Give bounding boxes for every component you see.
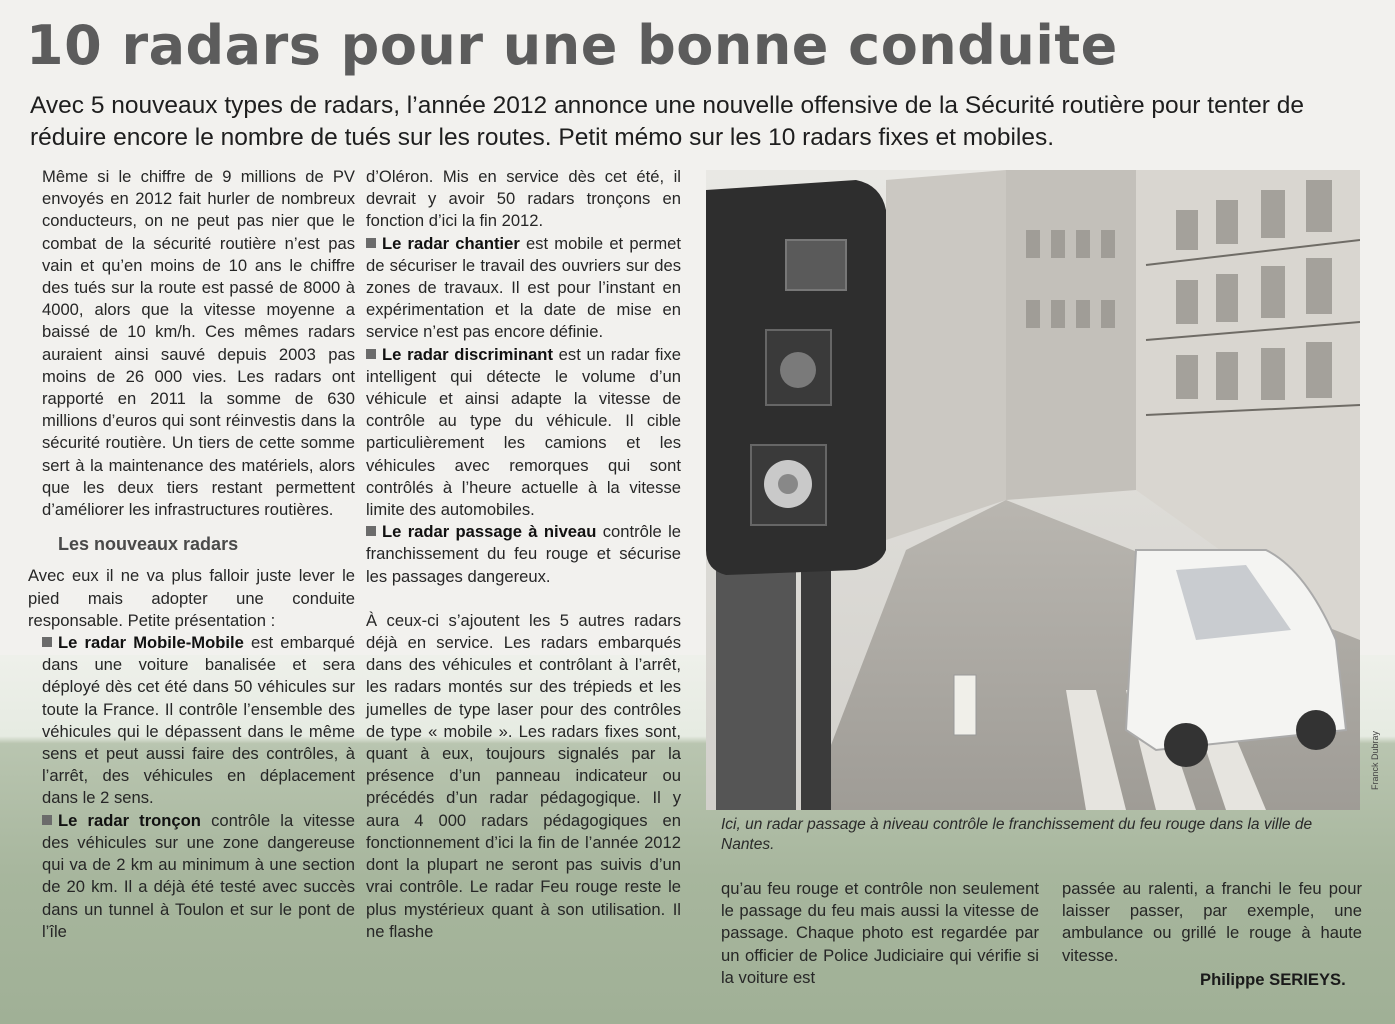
column-2 bbox=[366, 166, 681, 943]
col4-paragraph: passée au ralenti, a franchi le feu pour laisser passer, par exemple, une ambulance ou grillé le rouge à haute vitesse. bbox=[1062, 879, 1362, 965]
column-4 bbox=[1062, 878, 1362, 967]
bullet-square-icon bbox=[42, 815, 52, 825]
item-title: Le radar chantier bbox=[382, 233, 520, 253]
article-title: 10 radars pour une bonne conduite bbox=[26, 14, 1118, 77]
item-title: Le radar Mobile-Mobile bbox=[58, 633, 244, 653]
item-radar-chantier bbox=[366, 233, 681, 344]
article-lede: Avec 5 nouveaux types de radars, l’année 2012 annonce une nouvelle offensive de la Sécurité routière pour tenter de réduire encore le nombre de tués sur les routes. Petit mémo sur les 10 radars fixes et mobiles. bbox=[30, 92, 1304, 151]
subhead-nouveaux-radars: Les nouveaux radars bbox=[58, 534, 239, 555]
item-title: Le radar discriminant bbox=[382, 344, 553, 364]
photo-credit: Franck Dubray bbox=[1370, 730, 1380, 790]
item-title: Le radar tronçon bbox=[58, 810, 201, 830]
item-text: contrôle la vitesse des véhicules sur une zone dangereuse qui va de 2 km au minimum à une section de 20 km. Il a déjà été testé avec succès dans un tunnel à Toulon et sur le pont de l’île bbox=[42, 810, 355, 941]
article-photo bbox=[706, 170, 1360, 810]
col2-paragraph-2: À ceux-ci s’ajoutent les 5 autres radars déjà en service. Les radars embarqués dans des véhicules et contrôlant à l’arrêt, les radars montés sur des trépieds et les jumelles de type laser pour des contrôles de type « mobile ». Les radars fixes sont, quant à eux, toujours signalés par la présence d’un panneau indicateur ou précédés d’un radar pédagogique. Il y aura 4 000 radars pédagogiques en fonctionnement d’ici la fin de l’année 2012 dont la plupart ne seront pas suivis d’un vrai contrôle. Le radar Feu rouge reste le plus mystérieux quant à son utilisation. Il ne flashe bbox=[366, 610, 681, 941]
photo-caption: Ici, un radar passage à niveau contrôle le franchissement du feu rouge dans la ville de Nantes. bbox=[721, 816, 1313, 853]
col1-paragraph-2: Avec eux il ne va plus falloir juste lever le pied mais adopter une conduite responsable. Petite présentation : bbox=[28, 566, 355, 630]
author-signature: Philippe SERIEYS. bbox=[1200, 970, 1346, 989]
bullet-square-icon bbox=[366, 349, 376, 359]
col2-paragraph-1: d’Oléron. Mis en service dès cet été, il devrait y avoir 50 radars tronçons en fonction d’ici la fin 2012. bbox=[366, 167, 681, 231]
col3-paragraph: qu’au feu rouge et contrôle non seulement le passage du feu mais aussi la vitesse de passage. Chaque photo est regardée par un officier de Police Judiciaire qui vérifie si la voiture est bbox=[721, 879, 1039, 987]
item-text: est embarqué dans une voiture banalisée et sera déployé dès cet été dans 50 véhicules sur toute la France. Il contrôle l’ensemble des véhicules qui le dépassent dans le même sens et peut aussi faire des contrôles, à l’arrêt, des véhicules en déplacement dans le 2 sens. bbox=[42, 633, 355, 808]
radar-street-illustration bbox=[706, 170, 1360, 810]
item-text: est mobile et permet de sécuriser le travail des ouvriers sur des zones de travaux. Il est pour l’instant en expérimentation et la date de mise en service n’est pas encore définie. bbox=[366, 233, 681, 342]
bullet-square-icon bbox=[366, 526, 376, 536]
item-radar-passage-niveau bbox=[366, 521, 681, 588]
item-radar-discriminant bbox=[366, 344, 681, 522]
item-radar-mobile-mobile bbox=[28, 632, 355, 810]
item-text: contrôle le franchissement du feu rouge et sécurise les passages dangereux. bbox=[366, 522, 682, 586]
column-1 bbox=[28, 166, 355, 943]
item-title: Le radar passage à niveau bbox=[382, 522, 597, 542]
bullet-square-icon bbox=[366, 238, 376, 248]
column-3 bbox=[721, 878, 1039, 989]
col1-paragraph-1: Même si le chiffre de 9 millions de PV envoyés en 2012 fait hurler de nombreux conducteurs, on ne peut pas nier que le combat de la sécurité routière n’est pas vain et qu’en moins de 10 ans le chiffre des tués sur la route est passé de 8000 à 4000, alors que la vitesse moyenne a baissé de 10 km/h. Ces mêmes radars auraient ainsi sauvé depuis 2003 pas moins de 26 000 vies. Les radars ont rapporté en 2011 la somme de 630 millions d’euros qui sont réinvestis dans la sécurité routière. Un tiers de cette somme sert à la maintenance des matériels, alors que les deux tiers restant permettent d’améliorer les infrastructures routières. bbox=[42, 167, 355, 520]
item-radar-troncon bbox=[28, 810, 355, 943]
bullet-square-icon bbox=[42, 637, 52, 647]
radar-box bbox=[706, 180, 886, 575]
item-text: est un radar fixe intelligent qui détecte le volume d’un véhicule et ainsi adapte la vitesse de contrôle au type du véhicule. Il cible particulièrement les camions et les véhicules avec remorques qui sont contrôlés à l’heure actuelle à la vitesse limite des automobiles. bbox=[366, 344, 681, 520]
